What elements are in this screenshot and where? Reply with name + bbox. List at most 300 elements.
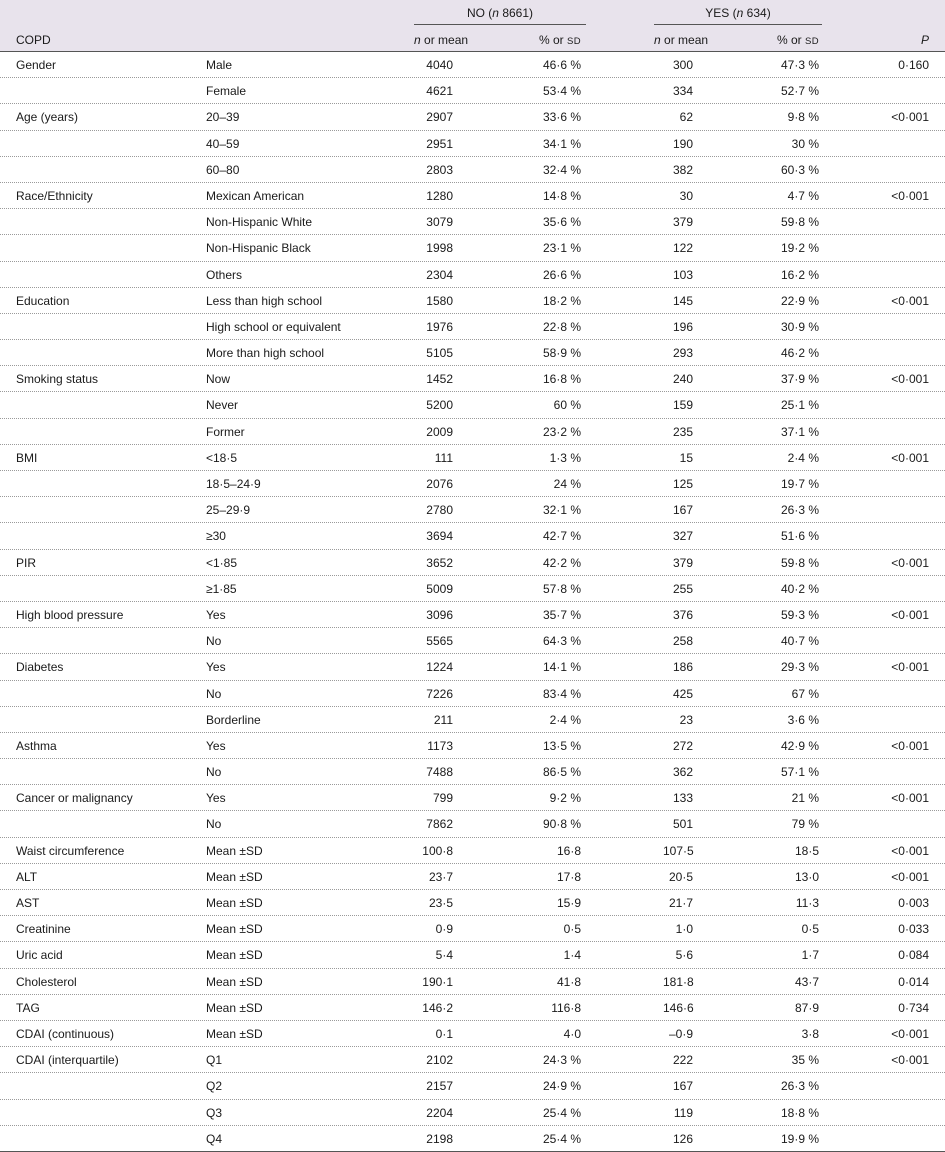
p-value-cell: 0·014	[898, 974, 929, 989]
p-value-cell: 0·160	[898, 58, 929, 72]
table-row	[0, 1073, 945, 1099]
variable-cell: Cholesterol	[16, 974, 77, 989]
pct-no-cell: 57·8 %	[542, 581, 581, 596]
table-row	[0, 890, 945, 916]
category-cell: Less than high school	[206, 293, 323, 308]
n-yes-cell: 293	[672, 346, 693, 361]
pct-no-cell: 32·4 %	[542, 162, 581, 177]
pct-yes-cell: 42·9 %	[780, 738, 819, 753]
table-row	[0, 550, 945, 576]
pct-yes-cell: 0·5	[801, 922, 819, 937]
table-row	[0, 1100, 945, 1126]
n-no-cell: 1580	[426, 293, 453, 308]
variable-cell: Cancer or malignancy	[16, 791, 133, 806]
n-no-cell: 3652	[426, 555, 453, 570]
p-value-cell: <0·001	[891, 1026, 929, 1041]
category-cell: More than high school	[206, 346, 325, 361]
n-italic: n	[654, 33, 661, 47]
n-yes-cell: 240	[672, 372, 693, 387]
category-cell: Yes	[206, 738, 226, 753]
n-no-cell: 1280	[426, 188, 453, 203]
group-no-label: NO	[466, 6, 485, 20]
p-value-cell: <0·001	[891, 869, 929, 884]
pct-yes-cell: 19·9 %	[780, 1131, 819, 1146]
pct-yes-cell: 59·8 %	[780, 215, 819, 230]
n-no-cell: 5565	[426, 634, 453, 649]
pct-sd: SD	[805, 36, 819, 47]
pct-no-cell: 60 %	[553, 398, 581, 413]
category-cell: No	[206, 686, 222, 701]
table-row	[0, 183, 945, 209]
n-yes-cell: 122	[672, 241, 693, 256]
pct-no-cell: 23·2 %	[542, 424, 581, 439]
pct-yes-cell: 30·9 %	[780, 319, 819, 334]
n-yes-cell: 119	[673, 1105, 693, 1120]
n-no-cell: 1998	[426, 241, 453, 256]
category-cell: 20–39	[206, 110, 240, 125]
n-no-cell: 4040	[426, 58, 453, 72]
pct-yes-cell: 9·8 %	[787, 110, 819, 125]
n-no-cell: 111	[434, 450, 453, 465]
pct-no-cell: 14·1 %	[542, 660, 581, 675]
table-row	[0, 78, 945, 104]
pct-no-cell: 4·0	[563, 1026, 581, 1041]
n-no-cell: 4621	[426, 84, 453, 99]
group-yes-label: YES	[705, 6, 730, 20]
n-yes-cell: 334	[672, 84, 693, 99]
pct-no-cell: 9·2 %	[549, 791, 581, 806]
pct-no-cell: 25·4 %	[542, 1131, 581, 1146]
pct-yes-cell: 29·3 %	[780, 660, 819, 675]
pct-no-cell: 64·3 %	[542, 634, 581, 649]
table-row	[0, 811, 945, 837]
variable-cell: Uric acid	[16, 948, 63, 963]
table-row	[0, 576, 945, 602]
n-yes-cell: 5·6	[675, 948, 693, 963]
n-no-cell: 2803	[426, 162, 453, 177]
group-yes-n-label: n	[736, 6, 744, 20]
table-row	[0, 104, 945, 130]
table-row	[0, 419, 945, 445]
n-no-cell: 1224	[426, 660, 453, 675]
table-row	[0, 262, 945, 288]
pct-no-cell: 1·4	[563, 948, 581, 963]
pct-yes-cell: 22·9 %	[780, 293, 819, 308]
variable-cell: Gender	[16, 58, 57, 72]
n-yes-cell: 20·5	[668, 869, 693, 884]
table-row	[0, 131, 945, 157]
n-no-cell: 5·4	[435, 948, 453, 963]
category-cell: Q3	[206, 1105, 223, 1120]
p-value-cell: <0·001	[891, 372, 929, 387]
pct-no-cell: 42·2 %	[542, 555, 581, 570]
pct-yes-cell: 25·1 %	[780, 398, 819, 413]
pct-yes-cell: 19·7 %	[780, 477, 819, 491]
p-value-cell: <0·001	[891, 293, 929, 308]
n-no-cell: 799	[432, 791, 453, 806]
pct-no-cell: 90·8 %	[542, 817, 581, 832]
n-no-cell: 0·9	[435, 922, 453, 937]
pct-yes-cell: 2·4 %	[787, 450, 819, 465]
variable-cell: CDAI (interquartile)	[16, 1053, 119, 1068]
n-no-cell: 23·5	[428, 896, 453, 910]
category-cell: 18·5–24·9	[206, 477, 261, 491]
p-value-cell: 0·734	[898, 1000, 929, 1015]
table-row	[0, 654, 945, 680]
pct-yes-cell: 21 %	[791, 791, 819, 806]
pct-no-cell: 26·6 %	[542, 267, 581, 282]
n-no-cell: 2907	[426, 110, 453, 125]
table-row	[0, 707, 945, 733]
n-yes-cell: 196	[672, 319, 693, 334]
n-yes-cell: 103	[672, 267, 693, 282]
n-yes-cell: 145	[672, 293, 693, 308]
p-value-cell: <0·001	[891, 110, 929, 125]
table-row	[0, 497, 945, 523]
n-yes-cell: 62	[679, 110, 693, 125]
table-row	[0, 523, 945, 549]
category-cell: Non-Hispanic White	[206, 215, 313, 230]
n-no-cell: 2076	[426, 477, 453, 491]
n-yes-cell: 1·0	[675, 922, 693, 937]
table-row	[0, 969, 945, 995]
n-yes-cell: 379	[672, 215, 693, 230]
category-cell: Non-Hispanic Black	[206, 241, 311, 256]
n-yes-cell: 126	[672, 1131, 693, 1146]
group-no-n-label: n	[492, 6, 499, 20]
category-cell: Q2	[206, 1079, 223, 1094]
n-yes-cell: 23	[679, 712, 693, 727]
table-row	[0, 392, 945, 418]
n-no-cell: 2009	[426, 424, 453, 439]
n-yes-cell: 425	[672, 686, 693, 701]
pct-yes-cell: 59·3 %	[780, 607, 819, 622]
n-no-cell: 2951	[426, 136, 453, 151]
n-yes-cell: 272	[672, 738, 693, 753]
table-body	[0, 52, 945, 1152]
table-row	[0, 838, 945, 864]
pct-no-cell: 24·3 %	[542, 1053, 581, 1068]
n-yes-cell: 379	[672, 555, 693, 570]
n-no-cell: 1173	[427, 738, 453, 753]
category-cell: High school or equivalent	[206, 319, 341, 334]
n-yes-cell: 107·5	[663, 843, 694, 858]
pct-no-cell: 13·5 %	[542, 738, 581, 753]
pct-no-cell: 42·7 %	[542, 529, 581, 544]
n-no-cell: 3694	[426, 529, 453, 544]
category-cell: Mean ±SD	[206, 843, 263, 858]
pct-yes-cell: 87·9	[794, 1000, 819, 1015]
n-no-cell: 3096	[426, 607, 453, 622]
category-cell: Male	[206, 58, 233, 72]
variable-cell: Race/Ethnicity	[16, 188, 93, 203]
n-yes-cell: –0·9	[668, 1026, 693, 1041]
pct-yes-cell: 30 %	[791, 136, 819, 151]
pct-yes-cell: 79 %	[791, 817, 819, 832]
n-yes-cell: 255	[672, 581, 693, 596]
pct-yes-cell: 60·3 %	[780, 162, 819, 177]
pct-yes-cell: 13·0	[794, 869, 819, 884]
pct-no-cell: 35·7 %	[542, 607, 581, 622]
category-cell: ≥30	[206, 529, 226, 544]
n-yes-cell: 376	[672, 607, 693, 622]
pct-no-cell: 86·5 %	[542, 765, 581, 780]
table-row	[0, 157, 945, 183]
n-no-cell: 100·8	[422, 843, 453, 858]
category-cell: No	[206, 817, 222, 832]
column-header-n-yes	[654, 28, 708, 52]
variable-cell: Creatinine	[16, 922, 71, 937]
p-value-cell: <0·001	[891, 450, 929, 465]
category-cell: 25–29·9	[206, 503, 251, 518]
n-no-cell: 3079	[426, 215, 453, 230]
pct-yes-cell: 19·2 %	[780, 241, 819, 256]
n-no-cell: 211	[433, 712, 453, 727]
category-cell: Mexican American	[206, 188, 305, 203]
pct-no-cell: 15·9	[556, 896, 581, 910]
p-value-cell: 0·033	[898, 922, 929, 937]
variable-cell: Smoking status	[16, 372, 99, 387]
n-yes-cell: 382	[672, 162, 693, 177]
n-yes-cell: 501	[672, 817, 693, 832]
n-no-cell: 5009	[426, 581, 453, 596]
n-yes-cell: 167	[672, 1079, 693, 1094]
n-yes-cell: 190	[672, 136, 693, 151]
pct-yes-cell: 46·2 %	[780, 346, 819, 361]
p-value-cell: 0·003	[898, 896, 929, 910]
n-no-cell: 23·7	[428, 869, 453, 884]
p-value-cell: <0·001	[891, 555, 929, 570]
pct-yes-cell: 1·7	[801, 948, 819, 963]
n-no-cell: 5105	[426, 346, 453, 361]
category-cell: <1·85	[206, 555, 238, 570]
variable-cell: Age (years)	[16, 110, 79, 125]
p-value-cell: <0·001	[891, 1053, 929, 1068]
pct-no-cell: 18·2 %	[542, 293, 581, 308]
n-rest: or mean	[660, 33, 709, 47]
column-header-copd: COPD	[16, 33, 51, 47]
variable-cell: Education	[16, 293, 70, 308]
category-cell: 40–59	[206, 136, 240, 151]
table-row	[0, 445, 945, 471]
n-no-cell: 1976	[426, 319, 453, 334]
table-row	[0, 209, 945, 235]
pct-yes-cell: 16·2 %	[780, 267, 819, 282]
variable-cell: TAG	[16, 1000, 40, 1015]
category-cell: <18·5	[206, 450, 238, 465]
table-row	[0, 759, 945, 785]
category-cell: Q1	[206, 1053, 223, 1068]
table-row	[0, 942, 945, 968]
pct-yes-cell: 47·3 %	[780, 58, 819, 72]
table-row	[0, 1047, 945, 1073]
variable-cell: High blood pressure	[16, 607, 124, 622]
pct-yes-cell: 59·8 %	[780, 555, 819, 570]
variable-cell: PIR	[16, 555, 37, 570]
pct-yes-cell: 4·7 %	[787, 188, 819, 203]
variable-cell: Asthma	[16, 738, 57, 753]
group-header-yes: YES (n 634)	[705, 6, 771, 20]
n-yes-cell: 15	[679, 450, 693, 465]
n-no-cell: 2304	[426, 267, 453, 282]
n-yes-cell: 167	[672, 503, 693, 518]
category-cell: Mean ±SD	[206, 948, 263, 963]
table-row	[0, 916, 945, 942]
n-rest: or mean	[420, 33, 469, 47]
n-yes-cell: 21·7	[668, 896, 693, 910]
pct-yes-cell: 3·8	[801, 1026, 819, 1041]
n-no-cell: 7488	[426, 765, 453, 780]
pct-no-cell: 24 %	[553, 477, 581, 491]
pct-no-cell: 1·3 %	[549, 450, 581, 465]
table-row	[0, 314, 945, 340]
pct-no-cell: 35·6 %	[542, 215, 581, 230]
n-no-cell: 190·1	[422, 974, 453, 989]
pct-no-cell: 14·8 %	[542, 188, 581, 203]
table-row	[0, 785, 945, 811]
pct-yes-cell: 26·3 %	[780, 1079, 819, 1094]
table-row	[0, 628, 945, 654]
group-underline-no	[414, 24, 586, 25]
n-yes-cell: 133	[672, 791, 693, 806]
category-cell: Mean ±SD	[206, 1026, 263, 1041]
variable-cell: Waist circumference	[16, 843, 125, 858]
table-row	[0, 52, 945, 78]
pct-yes-cell: 18·8 %	[780, 1105, 819, 1120]
pct-no-cell: 116·8	[551, 1000, 581, 1015]
n-no-cell: 2198	[426, 1131, 453, 1146]
n-no-cell: 2204	[426, 1105, 453, 1120]
category-cell: Borderline	[206, 712, 261, 727]
pct-no-cell: 34·1 %	[542, 136, 581, 151]
n-no-cell: 5200	[426, 398, 453, 413]
n-yes-cell: 186	[672, 660, 693, 675]
p-value-cell: <0·001	[891, 660, 929, 675]
table-row	[0, 340, 945, 366]
table-row	[0, 602, 945, 628]
n-no-cell: 0·1	[435, 1026, 453, 1041]
table-row	[0, 995, 945, 1021]
n-no-cell: 7862	[426, 817, 453, 832]
column-header-p-value: P	[920, 33, 929, 47]
n-yes-cell: 258	[672, 634, 693, 649]
pct-no-cell: 53·4 %	[542, 84, 581, 99]
pct-no-cell: 16·8	[556, 843, 581, 858]
pct-main: % or	[538, 33, 567, 47]
n-yes-cell: 181·8	[663, 974, 694, 989]
category-cell: No	[206, 634, 222, 649]
n-no-cell: 2780	[426, 503, 453, 518]
pct-yes-cell: 67 %	[791, 686, 819, 701]
category-cell: Former	[206, 424, 245, 439]
n-no-cell: 2157	[426, 1079, 453, 1094]
pct-no-cell: 22·8 %	[542, 319, 581, 334]
pct-yes-cell: 18·5	[794, 843, 819, 858]
pct-no-cell: 33·6 %	[542, 110, 581, 125]
table-row	[0, 288, 945, 314]
category-cell: 60–80	[206, 162, 240, 177]
pct-yes-cell: 35 %	[791, 1053, 819, 1068]
table-row	[0, 864, 945, 890]
pct-no-cell: 25·4 %	[542, 1105, 581, 1120]
pct-no-cell: 2·4 %	[549, 712, 581, 727]
category-cell: Now	[206, 372, 231, 387]
category-cell: Never	[206, 398, 239, 413]
pct-no-cell: 32·1 %	[542, 503, 581, 518]
pct-no-cell: 58·9 %	[542, 346, 581, 361]
n-yes-cell: 235	[672, 424, 693, 439]
pct-yes-cell: 11·3	[795, 896, 819, 910]
group-no-n-value: 8661	[502, 6, 530, 20]
n-yes-cell: 222	[672, 1053, 693, 1068]
pct-no-cell: 23·1 %	[542, 241, 581, 256]
pct-yes-cell: 26·3 %	[780, 503, 819, 518]
n-yes-cell: 327	[672, 529, 693, 544]
pct-no-cell: 83·4 %	[542, 686, 581, 701]
pct-yes-cell: 37·9 %	[780, 372, 819, 387]
n-no-cell: 2102	[426, 1053, 453, 1068]
table-row	[0, 681, 945, 707]
p-value-cell: <0·001	[891, 738, 929, 753]
pct-yes-cell: 37·1 %	[780, 424, 819, 439]
n-yes-cell: 159	[672, 398, 693, 413]
p-value-cell: <0·001	[891, 791, 929, 806]
pct-no-cell: 46·6 %	[542, 58, 581, 72]
table-row	[0, 235, 945, 261]
category-cell: Yes	[206, 791, 226, 806]
category-cell: No	[206, 765, 222, 780]
category-cell: Mean ±SD	[206, 974, 263, 989]
table-row	[0, 1126, 945, 1152]
category-cell: Mean ±SD	[206, 922, 263, 937]
category-cell: Yes	[206, 660, 226, 675]
category-cell: ≥1·85	[206, 581, 237, 596]
pct-no-cell: 24·9 %	[542, 1079, 581, 1094]
pct-yes-cell: 52·7 %	[780, 84, 819, 99]
table-row	[0, 366, 945, 392]
p-value-cell: <0·001	[891, 188, 929, 203]
pct-yes-cell: 57·1 %	[780, 765, 819, 780]
column-header-row	[0, 28, 945, 52]
column-header-n-no	[414, 28, 468, 52]
p-value-cell: 0·084	[898, 948, 929, 963]
pct-yes-cell: 40·2 %	[780, 581, 819, 596]
category-cell: Mean ±SD	[206, 1000, 263, 1015]
pct-no-cell: 16·8 %	[542, 372, 581, 387]
table-row	[0, 1021, 945, 1047]
n-yes-cell: 30	[679, 188, 693, 203]
n-yes-cell: 362	[672, 765, 693, 780]
group-underline-yes	[654, 24, 822, 25]
p-value-cell: <0·001	[891, 607, 929, 622]
variable-cell: Diabetes	[16, 660, 64, 675]
variable-cell: BMI	[16, 450, 38, 465]
pct-yes-cell: 40·7 %	[780, 634, 819, 649]
category-cell: Mean ±SD	[206, 896, 263, 910]
p-value-cell: <0·001	[891, 843, 929, 858]
variable-cell: ALT	[16, 869, 38, 884]
category-cell: Others	[206, 267, 243, 282]
pct-no-cell: 41·8	[556, 974, 581, 989]
pct-yes-cell: 3·6 %	[787, 712, 819, 727]
category-cell: Female	[206, 84, 247, 99]
table-row	[0, 733, 945, 759]
category-cell: Mean ±SD	[206, 869, 263, 884]
category-cell: Q4	[206, 1131, 223, 1146]
pct-sd: SD	[567, 36, 581, 47]
variable-cell: CDAI (continuous)	[16, 1026, 115, 1041]
group-yes-n-value: 634	[746, 6, 767, 20]
